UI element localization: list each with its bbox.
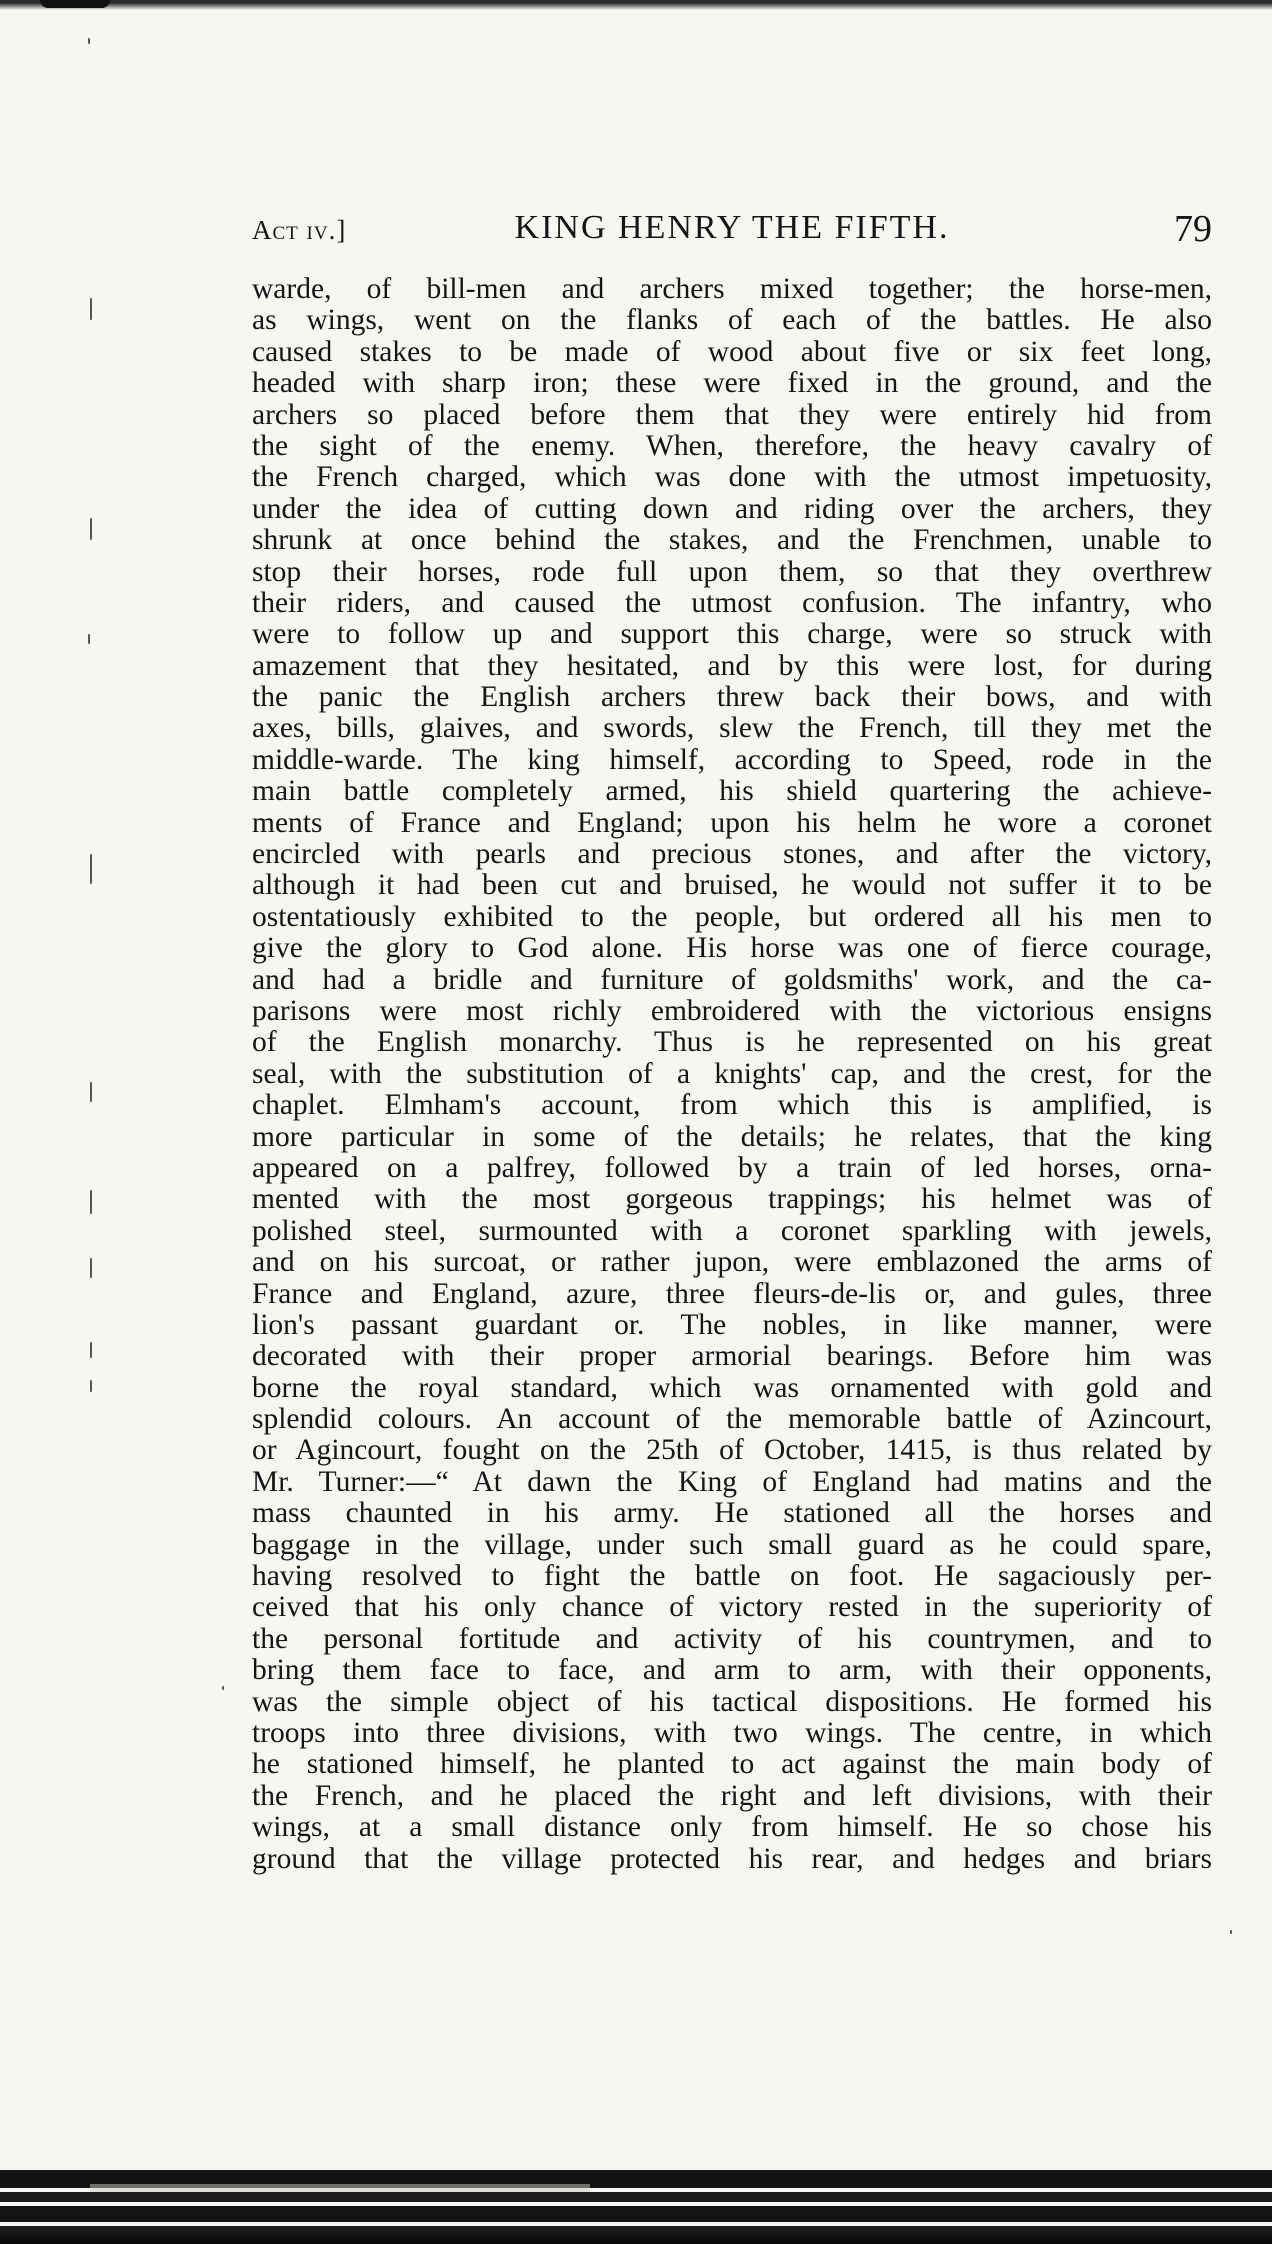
scan-bottom-edge <box>0 2170 1272 2244</box>
text-line: polished steel, surmounted with a coronet sparkling with jewels, <box>252 1214 1212 1247</box>
text-line: and on his surcoat, or rather jupon, were emblazoned the arms of <box>252 1246 1212 1279</box>
text-line: under the idea of cutting down and riding over the archers, they <box>252 492 1212 525</box>
text-line: chaplet. Elmham's account, from which this is amplified, is <box>252 1089 1212 1122</box>
text-line: warde, of bill-men and archers mixed together; the horse-men, <box>252 273 1212 305</box>
text-line: ceived that his only chance of victory rested in the superiority of <box>252 1591 1212 1624</box>
text-line: more particular in some of the details; he relates, that the king <box>252 1120 1212 1153</box>
gutter-mark <box>90 1342 92 1358</box>
text-line: amazement that they hesitated, and by this were lost, for during <box>252 649 1212 682</box>
text-line: stop their horses, rode full upon them, so that they overthrew <box>252 555 1212 588</box>
text-line: although it had been cut and bruised, he would not suffer it to be <box>252 869 1212 902</box>
text-line: ground that the village protected his rear, and hedges and briars <box>252 1842 1212 1875</box>
text-line: axes, bills, glaives, and swords, slew the French, till they met the <box>252 712 1212 745</box>
text-line: was the simple object of his tactical dispositions. He formed his <box>252 1685 1212 1718</box>
gutter-mark <box>90 1380 92 1392</box>
gutter-mark <box>88 634 90 644</box>
text-line: parisons were most richly embroidered with the victorious ensigns <box>252 994 1212 1027</box>
text-line: Mr. Turner:—“ At dawn the King of England had matins and the <box>252 1465 1212 1498</box>
scan-edge-band <box>0 2226 1272 2244</box>
text-line: ostentatiously exhibited to the people, but ordered all his men to <box>252 900 1212 933</box>
scan-edge-gap <box>90 2184 590 2192</box>
top-edge-nick <box>40 0 110 8</box>
gutter-mark <box>90 1190 92 1214</box>
text-line: splendid colours. An account of the memorable battle of Azincourt, <box>252 1403 1212 1436</box>
text-line: ments of France and England; upon his helm he wore a coronet <box>252 806 1212 839</box>
gutter-mark <box>90 1082 92 1102</box>
text-line: or Agincourt, fought on the 25th of October, 1415, is thus related by <box>252 1434 1212 1467</box>
gutter-mark <box>90 1258 92 1278</box>
text-line: having resolved to fight the battle on foot. He sagaciously per- <box>252 1560 1212 1593</box>
text-line: decorated with their proper armorial bearings. Before him was <box>252 1340 1212 1373</box>
text-line: the French charged, which was done with the utmost impetuosity, <box>252 461 1212 494</box>
body-text <box>252 274 1212 1875</box>
act-label: Act iv.] <box>252 215 347 245</box>
text-line: archers so placed before them that they were entirely hid from <box>252 398 1212 431</box>
text-line: bring them face to face, and arm to arm, with their opponents, <box>252 1654 1212 1687</box>
scan-edge-band <box>0 2206 1272 2222</box>
text-line: headed with sharp iron; these were fixed in the ground, and the <box>252 367 1212 400</box>
text-line: caused stakes to be made of wood about five or six feet long, <box>252 335 1212 368</box>
text-line: seal, with the substitution of a knights' cap, and the crest, for the <box>252 1057 1212 1090</box>
text-line: the French, and he placed the right and left divisions, with their <box>252 1779 1212 1812</box>
text-line: main battle completely armed, his shield quartering the achieve- <box>252 775 1212 808</box>
text-line: shrunk at once behind the stakes, and the Frenchmen, unable to <box>252 524 1212 557</box>
gutter-mark <box>90 298 92 320</box>
gutter-mark <box>222 1686 224 1690</box>
text-line: borne the royal standard, which was ornamented with gold and <box>252 1371 1212 1404</box>
text-line: France and England, azure, three fleurs-de-lis or, and gules, three <box>252 1277 1212 1310</box>
text-line: the personal fortitude and activity of his countrymen, and to <box>252 1622 1212 1655</box>
text-line: the sight of the enemy. When, therefore, the heavy cavalry of <box>252 429 1212 462</box>
gutter-mark <box>1230 1930 1232 1934</box>
gutter-mark <box>88 38 90 44</box>
gutter-mark <box>90 854 92 884</box>
text-line: troops into three divisions, with two wings. The centre, in which <box>252 1716 1212 1749</box>
gutter-mark <box>90 518 92 540</box>
text-line: and had a bridle and furniture of goldsmiths' work, and the ca- <box>252 963 1212 996</box>
text-line: the panic the English archers threw back their bows, and with <box>252 681 1212 714</box>
text-line: he stationed himself, he planted to act against the main body of <box>252 1748 1212 1781</box>
running-header <box>252 205 1212 255</box>
page-title: KING HENRY THE FIFTH. <box>514 209 950 246</box>
page-number: 79 <box>1174 208 1212 250</box>
top-edge-shadow <box>0 0 1272 10</box>
text-line: baggage in the village, under such small guard as he could spare, <box>252 1528 1212 1561</box>
text-line: appeared on a palfrey, followed by a train of led horses, orna- <box>252 1151 1212 1184</box>
text-line: their riders, and caused the utmost confusion. The infantry, who <box>252 586 1212 619</box>
scan-edge-band <box>0 2192 1272 2202</box>
text-line: as wings, went on the flanks of each of the battles. He also <box>252 304 1212 337</box>
text-line: were to follow up and support this charge, were so struck with <box>252 618 1212 651</box>
text-line: mented with the most gorgeous trappings; his helmet was of <box>252 1183 1212 1216</box>
text-line: wings, at a small distance only from himself. He so chose his <box>252 1811 1212 1844</box>
text-line: mass chaunted in his army. He stationed all the horses and <box>252 1497 1212 1530</box>
text-line: of the English monarchy. Thus is he represented on his great <box>252 1026 1212 1059</box>
text-line: encircled with pearls and precious stones, and after the victory, <box>252 838 1212 871</box>
text-line: middle-warde. The king himself, according to Speed, rode in the <box>252 743 1212 776</box>
text-line: lion's passant guardant or. The nobles, in like manner, were <box>252 1308 1212 1341</box>
text-line: give the glory to God alone. His horse was one of fierce courage, <box>252 932 1212 965</box>
